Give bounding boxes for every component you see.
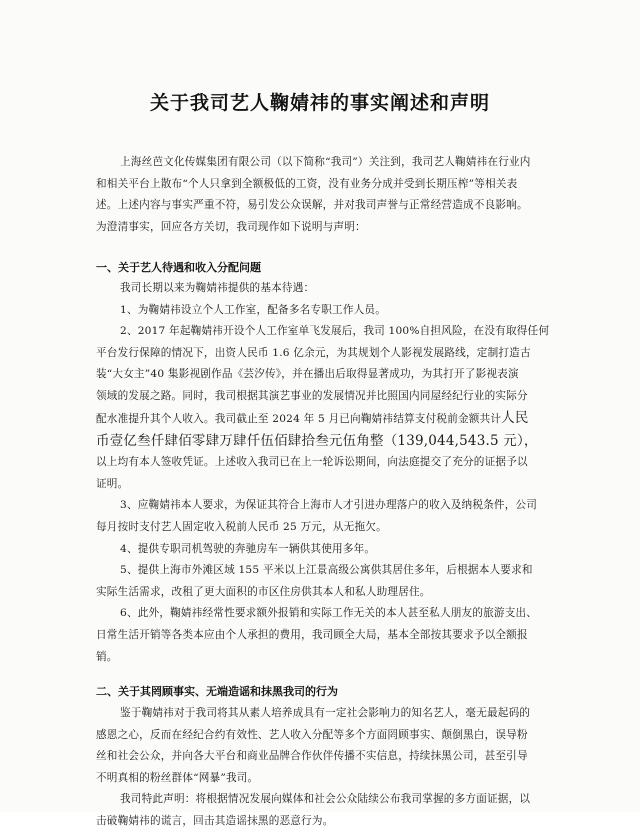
text-line: 领域的发展之路。同时，我司根据其演艺事业的发展情况并比照国内同屋经纪行业的实际分 <box>96 389 528 402</box>
text-line: 鉴于鞠婧祎对于我司将其从素人培养成具有一定社会影响力的知名艺人，毫无最起码的 <box>120 707 531 719</box>
section-heading-1: 一、关于艺人待遇和收入分配问题 <box>96 261 261 274</box>
text-line: 4、提供专职司机驾驶的奔驰房车一辆供其使用多年。 <box>120 542 376 555</box>
page-title: 关于我司艺人鞠婧祎的事实阐述和声明 <box>149 92 490 114</box>
section-heading-2: 二、关于其罔顾事实、无端造谣和抹黑我司的行为 <box>96 685 338 698</box>
text-line: 2、2017 年起鞠婧祎开设个人工作室单飞发展后，我司 100%自担风险，在没有取得任何 <box>120 325 550 338</box>
text-line: 上海丝芭文化传媒集团有限公司（以下简称“我司”）关注到，我司艺人鞠婧祎在行业内 <box>120 156 531 168</box>
amount-line: 币壹亿叁仟肆佰零肆万肆仟伍佰肆拾叁元伍角整（139,044,543.5 元）， <box>96 433 538 450</box>
text-line: 证明。 <box>96 477 129 490</box>
text-line: 1、为鞠婧祎设立个人工作室，配备多名专职工作人员。 <box>120 303 386 316</box>
text-line: 为澄清事实，回应各方关切，我司现作如下说明与声明： <box>96 220 366 233</box>
text-line: 日常生活开销等各类本应由个人承担的费用，我司顾全大局，基本全部按其要求予以全额报 <box>96 628 528 641</box>
text-line: 平台发行保障的情况下，出资人民币 1.6 亿余元，为其规划个人影视发展路线，定制打造古 <box>96 346 531 359</box>
section2-body <box>96 703 594 833</box>
text-line: 我司特此声明：将根据情况发展向媒体和社会公众陆续公布我司掌握的多方面证据，以 <box>120 793 531 806</box>
text-line: 不明真相的粉丝群体“网暴”我司。 <box>96 771 259 784</box>
text-line: 6、此外，鞠婧祎经常性要求额外报销和实际工作无关的本人甚至私人朋友的旅游支出、 <box>120 607 538 620</box>
text-line: 我司长期以来为鞠婧祎提供的基本待遇： <box>120 282 315 294</box>
text-line <box>96 408 594 431</box>
amount-prefix: 人民 <box>501 409 529 426</box>
text-line: 感恩之心，反而在经纪合约有效性、艺人收入分配等多个方面罔顾事实、颠倒黑白，误导粉 <box>96 728 528 741</box>
intro-paragraph <box>96 152 594 238</box>
text-line: 3、应鞠婧祎本人要求，为保证其符合上海市人才引进办理落户的收入及纳税条件，公司 <box>120 499 538 512</box>
text-line: 述。上述内容与事实严重不符，易引发公众误解，并对我司声誉与正常经营造成不良影响。 <box>96 199 528 212</box>
text-line: 击破鞠婧祎的谎言，回击其造谣抹黑的恶意行为。 <box>96 814 334 827</box>
text-line: 装“大女主”40 集影视剧作品《芸汐传》，并在播出后取得显著成功，为其打开了影视表演 <box>96 368 519 381</box>
text-line: 销。 <box>96 650 118 663</box>
text-line: 以上均有本人签收凭证。上述收入我司已在上一轮诉讼期间，向法庭提交了充分的证据予以 <box>96 456 528 469</box>
section1-body <box>96 278 594 668</box>
text-line: 实际生活需求，改租了更大面积的市区住房供其本人和私人助理居住。 <box>96 585 431 598</box>
text-line: 5、提供上海市外滩区域 155 平米以上江景高级公寓供其居住多年，后根据本人要求和 <box>120 564 533 577</box>
text-fragment: 配水准提升其个人收入。我司截止至 2024 年 5 月已向鞠婧祎结算支付税前金额共计 <box>96 412 502 425</box>
text-line: 丝和社会公众，并向各大平台和商业品牌合作伙伴传播不实信息，持续抹黑公司，甚至引导 <box>96 750 528 763</box>
text-line: 每月按时支付艺人固定收入税前人民币 25 万元，从无拖欠。 <box>96 520 387 533</box>
text-line: 和相关平台上散布“个人只拿到全额极低的工资，没有业务分成并受到长期压榨”等相关表 <box>96 177 518 190</box>
